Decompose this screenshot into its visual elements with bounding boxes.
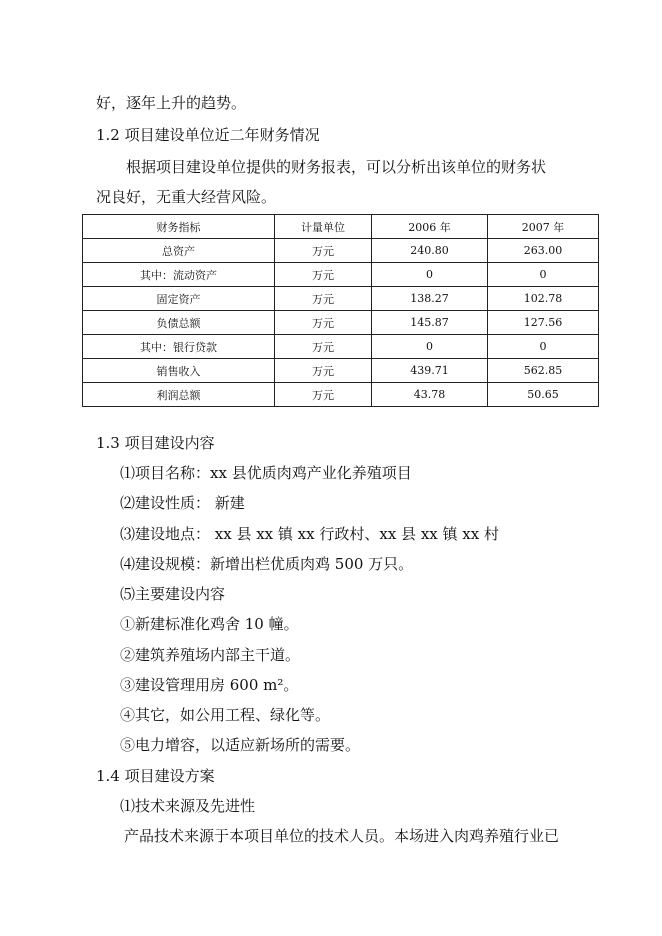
row-label: 利润总额 [83, 383, 275, 407]
row-value-2007: 50.65 [488, 383, 599, 407]
row-unit: 万元 [275, 359, 372, 383]
table-row [83, 311, 599, 335]
list-item: ①新建标准化鸡舍 10 幢。 [120, 615, 299, 633]
header-cell: 2007 年 [488, 215, 599, 239]
row-unit: 万元 [275, 311, 372, 335]
financial-table [82, 214, 599, 407]
row-value-2006: 439.71 [372, 359, 488, 383]
table-row [83, 287, 599, 311]
row-value-2006: 0 [372, 335, 488, 359]
list-item: ⑤电力增容，以适应新场所的需要。 [120, 736, 361, 754]
row-value-2006: 0 [372, 263, 488, 287]
table-row [83, 335, 599, 359]
row-label: 固定资产 [83, 287, 275, 311]
list-item: ⑵建设性质： 新建 [120, 494, 245, 512]
row-value-2007: 102.78 [488, 287, 599, 311]
list-item: ③建设管理用房 600 m²。 [120, 676, 299, 694]
section-heading-1-2: 1.2 项目建设单位近二年财务情况 [96, 126, 320, 144]
header-cell: 财务指标 [83, 215, 275, 239]
row-value-2006: 145.87 [372, 311, 488, 335]
table-row [83, 263, 599, 287]
header-cell: 计量单位 [275, 215, 372, 239]
row-unit: 万元 [275, 263, 372, 287]
row-value-2007: 562.85 [488, 359, 599, 383]
row-value-2006: 138.27 [372, 287, 488, 311]
paragraph-line: 况良好，无重大经营风险。 [96, 188, 277, 206]
row-value-2006: 240.80 [372, 239, 488, 263]
table-header-row [83, 215, 599, 239]
table-row [83, 383, 599, 407]
section-heading-1-4: 1.4 项目建设方案 [96, 767, 215, 785]
list-item: ⑷建设规模：新增出栏优质肉鸡 500 万只。 [120, 555, 414, 573]
row-value-2006: 43.78 [372, 383, 488, 407]
row-unit: 万元 [275, 239, 372, 263]
row-unit: 万元 [275, 383, 372, 407]
row-value-2007: 263.00 [488, 239, 599, 263]
list-item: ⑴技术来源及先进性 [120, 797, 256, 815]
row-unit: 万元 [275, 335, 372, 359]
row-value-2007: 0 [488, 335, 599, 359]
row-value-2007: 0 [488, 263, 599, 287]
list-item: ⑴项目名称：xx 县优质肉鸡产业化养殖项目 [120, 464, 412, 482]
row-label: 销售收入 [83, 359, 275, 383]
row-label: 其中：银行贷款 [83, 335, 275, 359]
list-item: ②建筑养殖场内部主干道。 [120, 646, 301, 664]
header-cell: 2006 年 [372, 215, 488, 239]
row-label: 其中：流动资产 [83, 263, 275, 287]
paragraph-line: 产品技术来源于本项目单位的技术人员。本场进入肉鸡养殖行业已 [124, 827, 560, 845]
table-row [83, 359, 599, 383]
paragraph-line: 根据项目建设单位提供的财务报表，可以分析出该单位的财务状 [126, 158, 547, 176]
row-label: 总资产 [83, 239, 275, 263]
list-item: ⑸主要建设内容 [120, 585, 226, 603]
list-item: ④其它，如公用工程、绿化等。 [120, 706, 331, 724]
row-label: 负债总额 [83, 311, 275, 335]
paragraph-continuation: 好，逐年上升的趋势。 [96, 94, 247, 112]
section-heading-1-3: 1.3 项目建设内容 [96, 434, 215, 452]
table-row [83, 239, 599, 263]
list-item: ⑶建设地点： xx 县 xx 镇 xx 行政村、xx 县 xx 镇 xx 村 [120, 525, 499, 543]
row-unit: 万元 [275, 287, 372, 311]
row-value-2007: 127.56 [488, 311, 599, 335]
